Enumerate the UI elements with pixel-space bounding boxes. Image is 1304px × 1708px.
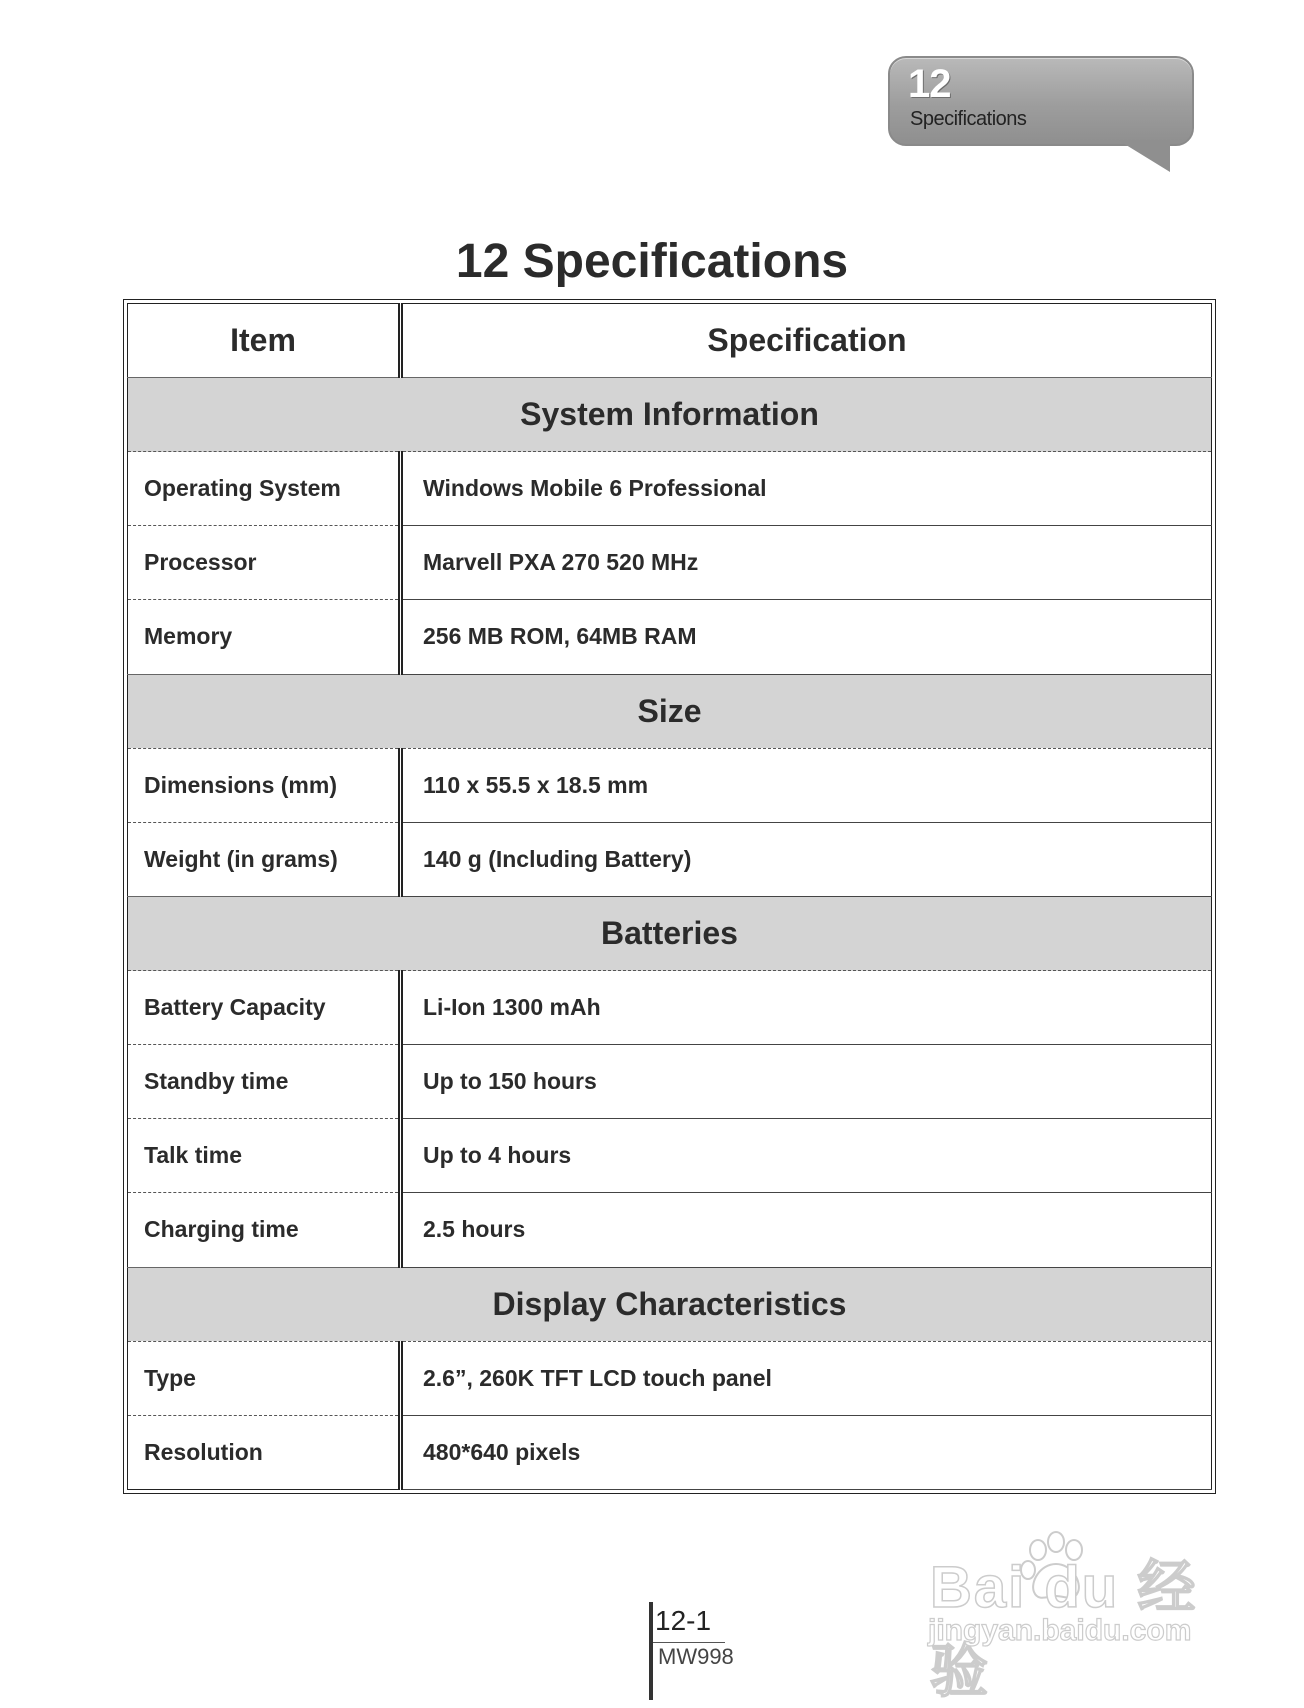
page-number: 12-1 (655, 1605, 712, 1636)
row-spec: 256 MB ROM, 64MB RAM (401, 600, 1212, 674)
row-spec: 2.5 hours (401, 1193, 1212, 1267)
row-spec: 140 g (Including Battery) (401, 822, 1212, 896)
watermark-brand: Bai du 经验 (930, 1555, 1198, 1704)
baidu-watermark (920, 1530, 1230, 1704)
section-heading: Batteries (128, 896, 1212, 970)
table-row (128, 1415, 1212, 1489)
row-spec: 2.6”, 260K TFT LCD touch panel (401, 1341, 1212, 1415)
row-item: Processor (128, 526, 401, 600)
chapter-name: Specifications (910, 108, 1027, 130)
row-spec: 480*640 pixels (401, 1415, 1212, 1489)
row-spec: Up to 4 hours (401, 1119, 1212, 1193)
row-item: Operating System (128, 452, 401, 526)
row-spec: 110 x 55.5 x 18.5 mm (401, 748, 1212, 822)
row-spec: Windows Mobile 6 Professional (401, 452, 1212, 526)
row-spec: Marvell PXA 270 520 MHz (401, 526, 1212, 600)
section-heading: Display Characteristics (128, 1267, 1212, 1341)
header-item: Item (128, 304, 401, 378)
table-row (128, 526, 1212, 600)
table-row (128, 1119, 1212, 1193)
model-name: MW998 (658, 1644, 734, 1669)
row-item: Standby time (128, 1045, 401, 1119)
row-spec: Li-Ion 1300 mAh (401, 971, 1212, 1045)
footer-rule (653, 1642, 725, 1643)
row-item: Resolution (128, 1415, 401, 1489)
chapter-tab-tail (1118, 140, 1170, 172)
table-row (128, 822, 1212, 896)
watermark-url: jingyan.baidu.com (928, 1614, 1192, 1647)
page-title: 12 Specifications (455, 235, 849, 288)
spec-table (123, 299, 1216, 1494)
section-heading: Size (128, 674, 1212, 748)
row-item: Talk time (128, 1119, 401, 1193)
chapter-tab (888, 56, 1194, 146)
footer-bar (649, 1602, 653, 1700)
row-item: Weight (in grams) (128, 822, 401, 896)
table-row (128, 1045, 1212, 1119)
table-row (128, 1193, 1212, 1267)
table-row (128, 971, 1212, 1045)
table-row (128, 452, 1212, 526)
row-item: Memory (128, 600, 401, 674)
row-item: Type (128, 1341, 401, 1415)
table-row (128, 600, 1212, 674)
section-heading: System Information (128, 378, 1212, 452)
table-row (128, 748, 1212, 822)
row-item: Dimensions (mm) (128, 748, 401, 822)
chapter-number: 12 (908, 62, 951, 106)
header-spec: Specification (401, 304, 1212, 378)
row-spec: Up to 150 hours (401, 1045, 1212, 1119)
table-row (128, 1341, 1212, 1415)
row-item: Battery Capacity (128, 971, 401, 1045)
row-item: Charging time (128, 1193, 401, 1267)
